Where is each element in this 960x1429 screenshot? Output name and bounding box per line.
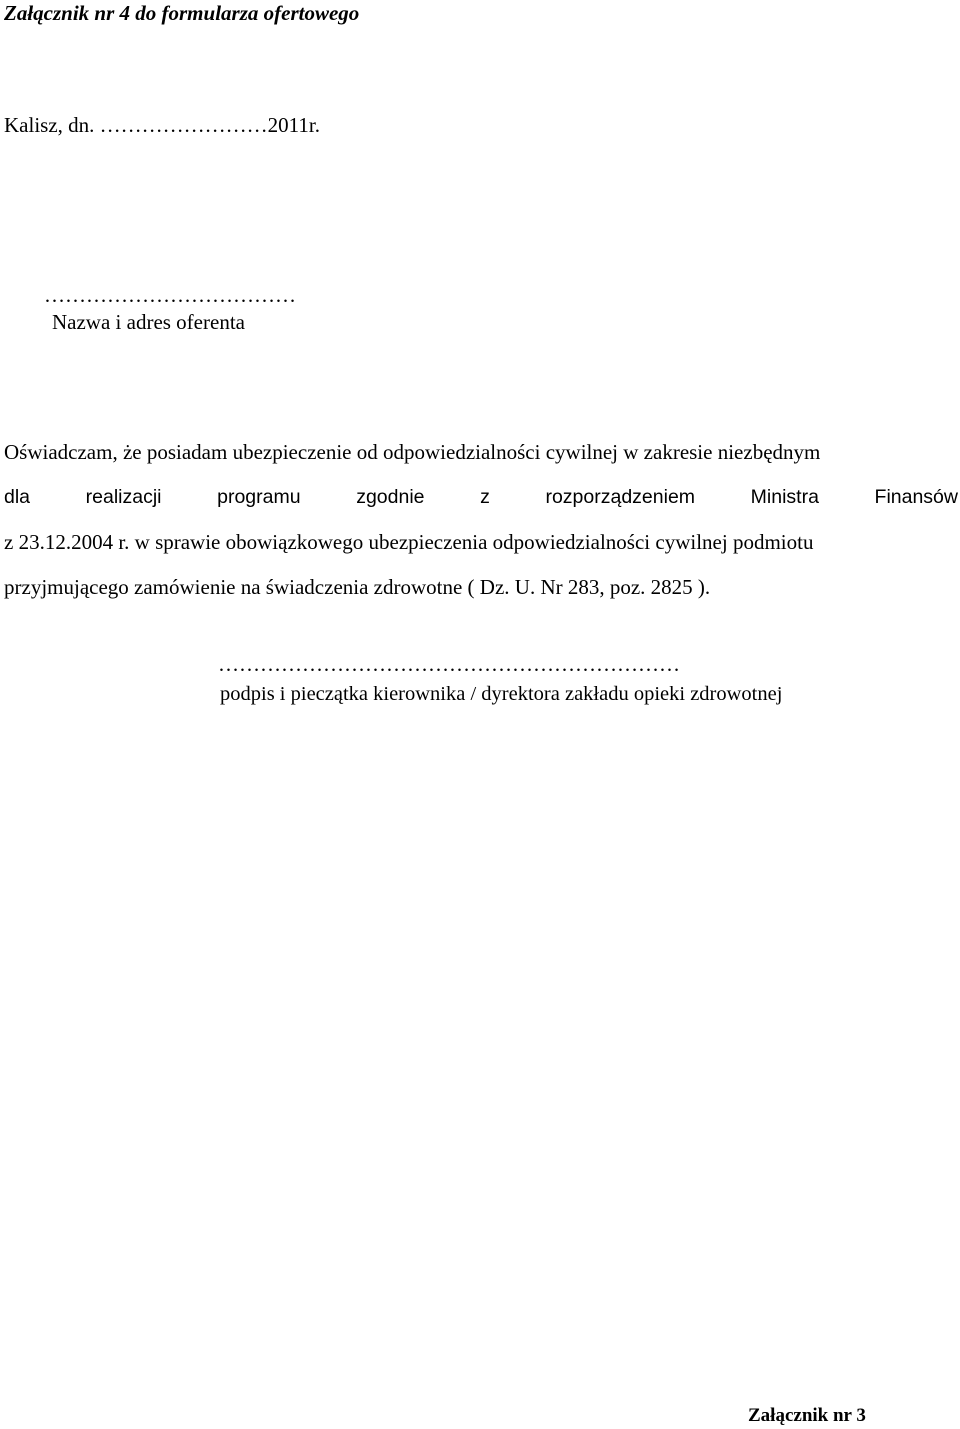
paragraph-word: realizacji — [85, 486, 162, 508]
footer-attachment-label: Załącznik nr 3 — [748, 1405, 866, 1426]
paragraph-word: z — [480, 486, 490, 508]
signature-placeholder-dots: ………………………………………………………… — [218, 652, 680, 676]
declaration-paragraph — [4, 430, 958, 610]
name-placeholder-dots: ……………………………… — [44, 283, 296, 307]
paragraph-line-1: Oświadczam, że posiadam ubezpieczenie od odpowiedzialności cywilnej w zakresie niezbędnym — [4, 440, 821, 464]
paragraph-word: rozporządzeniem — [545, 486, 696, 508]
place-and-date: Kalisz, dn. ……………………2011r. — [4, 113, 320, 137]
paragraph-word: zgodnie — [356, 486, 425, 508]
paragraph-word: Finansów — [874, 486, 958, 508]
paragraph-word: dla — [4, 486, 31, 508]
paragraph-word: programu — [217, 486, 301, 508]
paragraph-line-4: przyjmującego zamówienie na świadczenia zdrowotne ( Dz. U. Nr 283, poz. 2825 ). — [4, 575, 711, 599]
offeror-name-label: Nazwa i adres oferenta — [52, 310, 245, 334]
attachment-title: Załącznik nr 4 do formularza ofertowego — [4, 1, 360, 25]
paragraph-line-2 — [4, 475, 958, 520]
paragraph-line-3: z 23.12.2004 r. w sprawie obowiązkowego ubezpieczenia odpowiedzialności cywilnej podmiotu — [4, 530, 814, 554]
signature-label: podpis i pieczątka kierownika / dyrektora zakładu opieki zdrowotnej — [220, 683, 783, 705]
paragraph-word: Ministra — [750, 486, 819, 508]
